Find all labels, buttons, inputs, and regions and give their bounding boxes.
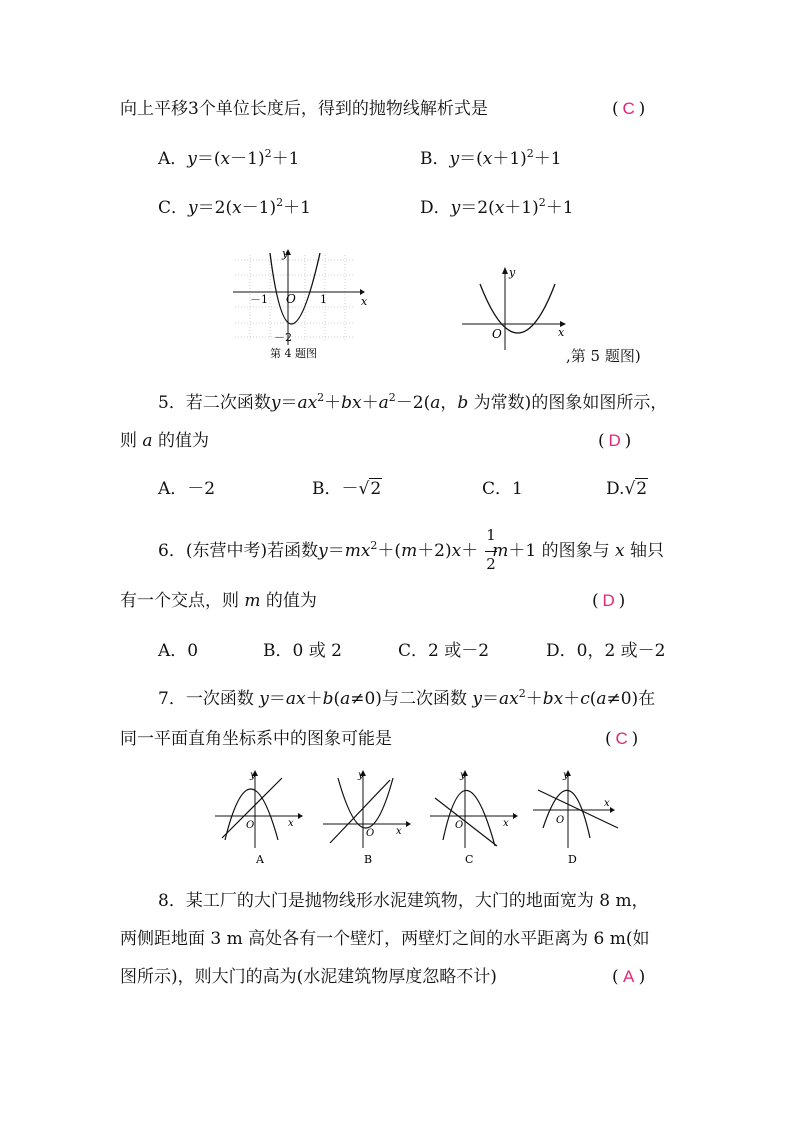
- svg-text:O: O: [246, 820, 255, 831]
- q5-stem-line1: 5．若二次函数$y=ax^2+bx+a^2-2(a$，b 为常数)的图象如图所示，: [158, 391, 668, 413]
- svg-text:B: B: [364, 853, 373, 866]
- figure-5: [460, 262, 570, 352]
- fig5-parabola: [480, 284, 555, 333]
- svg-text:y: y: [358, 770, 364, 781]
- fig4-origin: O: [286, 292, 296, 306]
- paren-open: (: [612, 99, 619, 119]
- fig5-origin: O: [492, 327, 502, 341]
- q4-option-a: A．$y=(x-1)^2+1$: [158, 147, 300, 169]
- fig5-y-label: y: [509, 266, 516, 279]
- fig4-tick-neg1: －1: [250, 293, 268, 306]
- q7-stem-line1: 7．一次函数 y＝ax＋b(a≠0)与二次函数 $y=ax^2+bx+c(a\ne 0)$在: [158, 687, 656, 709]
- q4-option-c: C．$y=2(x-1)^2+1$: [158, 196, 311, 218]
- q4-stem: 向上平移3个单位长度后，得到的抛物线解析式是: [120, 99, 488, 119]
- q5-option-c: C．1: [482, 479, 523, 499]
- svg-text:C: C: [465, 853, 474, 866]
- q5-option-a: A．－2: [158, 479, 216, 499]
- answer-letter: D: [608, 431, 621, 450]
- fig4-parabola: [270, 253, 320, 324]
- q4-option-b: B．$y=(x+1)^2+1$: [420, 147, 562, 169]
- q6-stem-line2: 有一个交点，则 m 的值为: [120, 591, 317, 611]
- q5-option-b: B．－√2: [312, 479, 382, 499]
- svg-text:O: O: [556, 815, 565, 826]
- q4-option-d: D．$y=2(x+1)^2+1$: [420, 196, 574, 218]
- q5-answer: ( D ): [598, 431, 632, 451]
- answer-letter: C: [615, 729, 628, 748]
- q6-answer: ( D ): [592, 591, 626, 611]
- answer-letter: A: [622, 967, 635, 986]
- q6-option-a: A．0: [158, 641, 199, 661]
- q7-answer: ( C ): [605, 729, 639, 749]
- q8-stem-line2: 两侧距地面 3 m 高处各有一个壁灯，两壁灯之间的水平距离为 6 m(如: [120, 929, 650, 949]
- q5-stem-line2: 则 a 的值为: [120, 431, 209, 451]
- svg-text:D: D: [568, 853, 577, 866]
- q7-graph-d: [533, 770, 618, 866]
- answer-letter: D: [602, 591, 615, 610]
- q6-frac-num: 1: [486, 526, 496, 544]
- fig5-caption: ,第 5 题图): [566, 347, 641, 365]
- fig5-x-label: x: [558, 326, 565, 339]
- q7-graphs: [210, 768, 620, 868]
- q6-option-d: D．0，2 或－2: [546, 641, 666, 661]
- figure-4: [230, 245, 370, 365]
- q7-graph-a: [215, 770, 303, 866]
- svg-text:y: y: [563, 770, 569, 781]
- q6-stem-line1: 6．(东营中考)若函数$y=mx^2+(m+2)x+ m+1$ 的图象与 x 轴只: [158, 539, 664, 561]
- svg-text:A: A: [256, 853, 264, 866]
- fig4-tick-neg2: －2: [274, 331, 292, 344]
- svg-text:y: y: [250, 770, 256, 781]
- q6-frac-line: [485, 551, 497, 552]
- q4-answer: [612, 98, 645, 120]
- svg-text:x: x: [503, 818, 509, 829]
- q7-graph-b: [323, 770, 411, 866]
- svg-text:x: x: [288, 818, 294, 829]
- paren-close: ): [638, 99, 646, 119]
- q7-stem-line2: 同一平面直角坐标系中的图象可能是: [120, 729, 392, 749]
- svg-text:x: x: [396, 826, 402, 837]
- fig4-y-label: y: [282, 247, 289, 260]
- svg-text:O: O: [366, 828, 375, 839]
- svg-text:O: O: [455, 820, 464, 831]
- svg-text:x: x: [604, 798, 610, 809]
- q6-option-c: C．2 或－2: [398, 641, 490, 661]
- q8-answer: ( A ): [612, 967, 646, 987]
- fig4-x-label: x: [361, 295, 368, 308]
- q8-stem-line1: 8．某工厂的大门是抛物线形水泥建筑物，大门的地面宽为 8 m，: [158, 891, 649, 911]
- answer-letter: C: [622, 99, 635, 118]
- svg-text:y: y: [460, 770, 466, 781]
- q8-stem-line3: 图所示)，则大门的高为(水泥建筑物厚度忽略不计): [120, 967, 497, 987]
- q6-option-b: B．0 或 2: [263, 641, 342, 661]
- fig4-caption: 第 4 题图: [270, 347, 317, 360]
- q5-option-d: D.√2: [606, 479, 648, 499]
- q7-graph-c: [430, 770, 518, 866]
- fig4-tick-1: 1: [320, 293, 327, 306]
- q6-frac-den: 2: [486, 555, 496, 573]
